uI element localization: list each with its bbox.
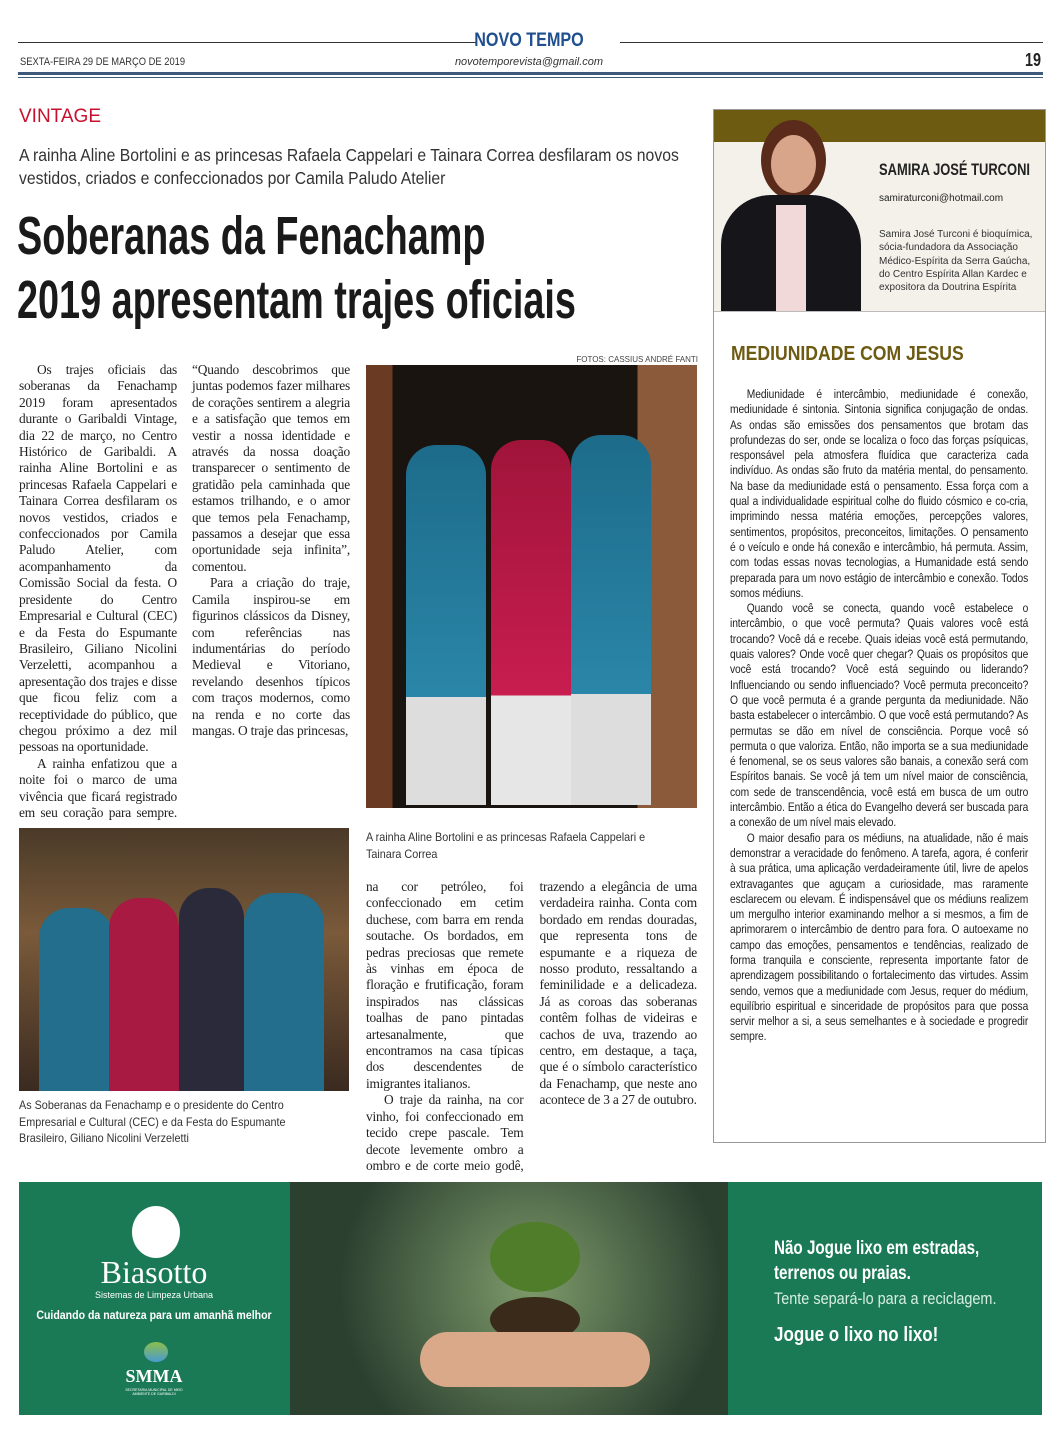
secondary-photo-caption: As Soberanas da Fenachamp e o presidente do Centro Empresarial e Cultural (CEC) e da Festa do Espumante Brasileiro, Giliano Nicolini Verzeletti: [19, 1098, 286, 1145]
advertisement-banner: [19, 1182, 1042, 1415]
paragraph: na cor petróleo, foi confeccionado em cetim duchese, com barra em renda soutache. Os bordados, em pedras preciosas que remete às vinhas em época de floração e frutificação, foram inspirados nas clássicas toalhas de pano pintadas artesanalmente, que encontramos na casa típicas dos descendentes de imigrantes italianos.: [366, 879, 524, 1091]
ad-tagline: Tente separá-lo para a reciclagem.: [774, 1289, 997, 1308]
ad-photo-tree-in-hands: [290, 1182, 728, 1415]
ad-brand: Biasotto: [100, 1254, 208, 1290]
headline-line-1: Soberanas da Fenachamp: [17, 206, 486, 266]
paragraph: O maior desafio para os médiuns, na atualidade, não é mais demonstrar a veracidade do fenômeno. A tarefa, agora, é conferir à sua prática, uma aplicação verdadeiramente útil, livre de apelos extravagantes que aguçam a curiosidade, mas raramente esclarecem ou elevam. É indispensável que os médiuns realizem um mergulho interior examinando melhor a si mesmos, a fim de aprimorarem o intercâmbio de dentro para fora. O autoexame no campo das emoções, pensamentos e tendências, realizado de forma tranquila e consciente, representa importante fator de aprendizagem possibilitando o fortalecimento das virtudes. Assim sendo, vemos que a mediunidade com Jesus, requer do médium, equilíbrio espiritual e sinceridade de propósitos para que possa servir melhor a si, a seus semelhantes e à sociedade e progredir sempre.: [730, 830, 1029, 1044]
ad-headline: Não Jogue lixo em estradas, terrenos ou praias.: [774, 1238, 980, 1284]
ad-call-to-action: Jogue o lixo no lixo!: [774, 1324, 939, 1346]
ad-slogan: Cuidando da natureza para um amanhã melhor: [36, 1308, 272, 1322]
author-email: samiraturconi@hotmail.com: [879, 193, 1004, 204]
header-divider: [18, 72, 1043, 78]
author-bio: Samira José Turconi é bioquímica, sócia-fundadora da Associação Médico-Espírita da Serra Gaúcha, do Centro Espírita Allan Kardec e expositora da Doutrina Espírita: [879, 229, 1033, 294]
paragraph: Os trajes oficiais das soberanas da Fenachamp 2019 foram apresentados durante o Garibaldi Vintage, dia 22 de março, no Centro Histórico de Garibaldi. A rainha Aline Bortolini e as princesas Rafaela Cappelari e Tainara Correa desfilaram os novos vestidos, criados e confeccionados por Camila Paludo Atelier, com acompanhamento da Comissão Social da festa. O presidente do Centro Empresarial e Cultural (CEC) e da Festa do Espumante Brasileiro, Giliano Nicolini Verzeletti, acompanhou a apresentação dos trajes e disse que ficou feliz com a receptividade do público, que chegou próximo a dez mil pessoas na oportunidade.: [19, 362, 177, 755]
paragraph: A rainha enfatizou que a noite foi o marco de uma vivência que ficará registrado em seu coração para sempre. “Quando descobrimos que juntas podemos fazer milhares de corações sentirem a alegria e a satisfação que temos em vestir a nossa identidade e através da nossa doação transparecer o sentimento de gratidão pela caminhada que estamos trilhando, e o amor que temos pela Fenachamp, passamos a desejar que essa oportunidade seja infinita”, comentou.: [19, 362, 350, 820]
author-photo: [716, 115, 866, 311]
ad-partner-sub: SECRETARIA MUNICIPAL DE MEIO AMBIENTE DE GARIBALDI: [125, 1388, 183, 1396]
author-name: SAMIRA JOSÉ TURCONI: [879, 160, 1030, 179]
biasotto-logo-icon: [132, 1206, 180, 1258]
paragraph: O traje da rainha, na cor vinho, foi confeccionado em tecido crepe pascale. Tem decote levemente ombro a ombro e de corte meio godê, trazendo a elegância de uma verdadeira rainha. Conta com bordado em rendas douradas, que representa tons de espumante e a riqueza de nosso produto, ressaltando a feminilidade e a delicadeza. Já as coroas das soberanas contêm folhas de videiras e cachos de uva, trazendo ao centro, em destaque, a taça, que é o símbolo característico da Fenachamp, que neste ano acontece de 3 a 27 de outubro.: [366, 879, 697, 1173]
ad-partner: SMMA: [125, 1366, 183, 1386]
paragraph: Quando você se conecta, quando você estabelece o intercâmbio, o que você permuta? Quais valores você está trocando? Você dá e recebe. Quais ideias você está permutando, quais valores? Onde você quer chegar? Quais os propósitos que você está trocando? Você está seguindo ou liderando? Influenciando ou sendo influenciado? Você permuta preconceito? O que você permuta é a grande pergunta da mediunidade. Não basta estabelecer o intercâmbio. O que você está permutando? As permutas se dão em nível de consciência. Porque você só permuta o que valoriza. Então, não importa se a sua mediunidade é fenomenal, se os seus valores são banais, a conexão será com Espíritos banais. Se você já tem um nível maior de consciência, com sede de transcendência, você está em busca de um outro intercâmbio. Então a ética do Evangelho deverá ser buscada para a conexão de um nível mais elevado.: [730, 601, 1029, 830]
photo-credit: FOTOS: CASSIUS ANDRÉ FANTI: [576, 355, 698, 364]
main-photo-soberanas: [366, 365, 697, 808]
header-email: novotemporevista@gmail.com: [454, 56, 604, 68]
article-body-part2: [366, 879, 697, 1177]
article-subtitle: A rainha Aline Bortolini e as princesas Rafaela Cappelari e Tainara Correa desfilaram os novos vestidos, criados e confeccionados por Camila Paludo Atelier: [19, 145, 679, 188]
column-title: MEDIUNIDADE COM JESUS: [731, 343, 964, 365]
smma-logo-icon: [144, 1342, 168, 1362]
section-kicker: VINTAGE: [19, 106, 101, 127]
masthead: NOVO TEMPO: [474, 30, 584, 51]
article-body-part1: [19, 362, 350, 822]
column-body: [730, 387, 1028, 1045]
headline-line-2: 2019 apresentam trajes oficiais: [17, 270, 576, 330]
paragraph: Mediunidade é intercâmbio, mediunidade é conexão, mediunidade é sintonia. Sintonia significa conjugação de ondas. As ondas são emissões dos pensamentos que brotam das profundezas do ser, onde se localiza o foco das forças psíquicas, responsável pela atmosfera fluídica que caracteriza cada indivíduo. As ondas são fruto da matéria mental, do pensamento. Na base da mediunidade está o pensamento. Essa força com a qual a individualidade espiritual colhe do fluido cósmico e co-cria, imprimindo nessa matéria emoções, percepções valores, sentimentos, propósitos, preconceitos, limitações. O pensamento é o veículo e onde há conexão e intercâmbio, há permuta. Assim, com todas essas novas tecnologias, a Humanidade está sendo preparada para um novo estágio de intercâmbio e conexão. Todos somos médiuns.: [730, 387, 1029, 600]
ad-brand-sub: Sistemas de Limpeza Urbana: [94, 1290, 214, 1300]
article-headline: [17, 204, 576, 332]
secondary-photo-group: [19, 828, 349, 1091]
issue-date: SEXTA-FEIRA 29 DE MARÇO DE 2019: [20, 56, 186, 68]
paragraph: Para a criação do traje, Camila inspirou-se em figurinos clássicos da Disney, com referências nas indumentárias do período Medieval e Vitoriano, revelando desenhos típicos com traços modernos, como na renda e no corte das mangas. O traje das princesas,: [192, 575, 350, 738]
page-number: 19: [1024, 50, 1041, 70]
main-photo-caption: A rainha Aline Bortolini e as princesas Rafaela Cappelari e Tainara Correa: [366, 830, 646, 861]
